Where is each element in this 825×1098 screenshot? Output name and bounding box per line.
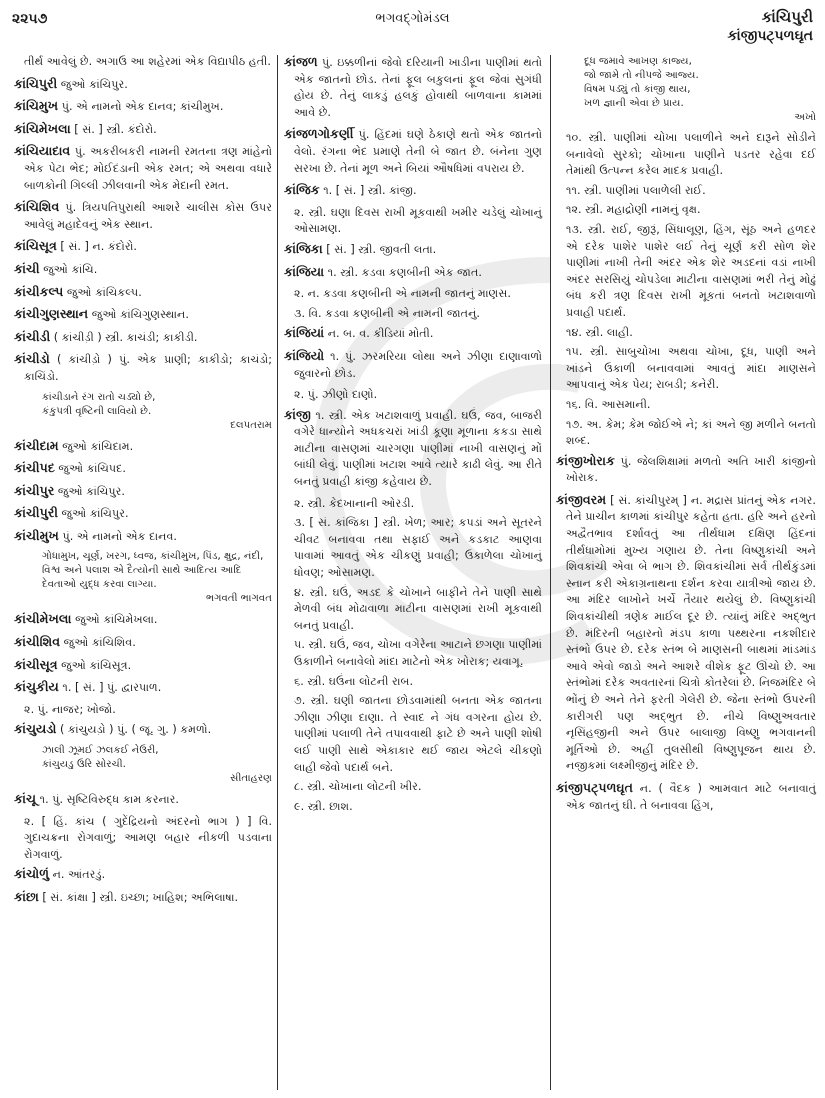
sub-sense: ૧૪. સ્ત્રી. લાહી. xyxy=(566,325,633,339)
definition-text: [ સં. ] સ્ત્રી. કંદોરો. xyxy=(70,122,157,136)
sub-sense: ૭. સ્ત્રી. ઘણી જાતના છોડવામાંથી બનતા એક જાતના ઝીણા ઝીણા દાણા. તે સ્વાદ ને ગંધ વગરના હોય છે. પાણીમાં પલાળી તેને તપાવવાથી ફાટે છે અને પાણી શોષી લઈ પાણી સાથે એકાકાર થઈ જાય એટલે ચીકણો લાહી જેવો પદાર્થ બને. xyxy=(294,694,542,774)
headword: કાંજિયાં xyxy=(284,325,325,341)
quotation xyxy=(42,744,272,786)
headword: કાંચીસૂત્ર xyxy=(14,656,58,672)
dictionary-entry xyxy=(284,348,542,382)
dictionary-entry xyxy=(14,679,272,697)
dictionary-entry xyxy=(14,143,272,194)
dictionary-entry xyxy=(14,460,272,478)
sub-sense: ૨. સ્ત્રી. કેદખાનાની ઓરડી. xyxy=(294,496,415,510)
column-2 xyxy=(284,54,542,818)
headword: કાંચીપુરી xyxy=(14,505,58,521)
headword: કાંચિમેખલા xyxy=(14,120,71,136)
headword: કાંચીપુર xyxy=(14,482,55,498)
quotation-line: ગોધામુખ, ચૂર્ણ, ખરગ, ધ્વજ, કાંચીમુખ, પિંડ, ક્ષુદ્ર, નંદી, વિશ્વ અને પલાશ એ દૈત્યોની સાથે આદિત્ય આદિ દેવતાઓ યુદ્ધ કરવા લાગ્યા. xyxy=(42,551,264,591)
sub-sense: ૨. [ હિં. કાંચ ( ગુદેંદ્રિયનો અંદરનો ભાગ ) ] વિ. ગુદાચક્રના રોગવાળું; આમણ બહાર નીકળી પડવાના રોગવાળું. xyxy=(24,814,272,861)
quotation-line: જો જામે તો નીપજે આજ્ય. xyxy=(584,70,699,81)
continued-text: તીર્થ આવેલું છે. અગાઉ આ શહેરમાં એક વિદ્યાપીઠ હતી. xyxy=(24,55,271,68)
definition-text: ( કાંચુયડ઼ો ) પું. ( જૂ. ગુ. ) કમળો. xyxy=(56,723,212,737)
headword: કાંચીમેખલા xyxy=(14,611,72,627)
dictionary-entry xyxy=(14,721,272,739)
headword: કાંચીદામ xyxy=(14,437,59,453)
dictionary-entry xyxy=(556,492,816,775)
headword: કાંજિયા xyxy=(284,263,325,279)
definition-text: ( કાંચીડ઼ો ) પું. એક પ્રાણી; કાકીડો; કાચંડો; કાચિંડો. xyxy=(24,353,272,383)
definition-text: પું. ત્રિયપતિપુરાથી આશરે ચાલીસ કોસ ઉપર આવેલું મહાદેવનું એક સ્થાન. xyxy=(24,201,272,231)
dictionary-entry xyxy=(284,126,542,177)
sub-sense: ૩. વિ. કડવા કણબીની એ નામની જાતનું. xyxy=(294,306,480,320)
quotation-line: કાંચુયડુ ઉરિ સોરચી. xyxy=(42,759,126,771)
sub-sense: ૧૬. વિ. આસમાની. xyxy=(566,397,651,411)
headword: કાંચુયડો xyxy=(14,721,57,737)
quotation-line: વિષમ પડ્યું તો કાંજી થાય, xyxy=(584,84,691,95)
definition-text: [ સં. ] ન. કંદોરો. xyxy=(56,240,137,254)
quotation xyxy=(584,55,816,125)
headword: કાંચીકલ્પ xyxy=(14,283,64,299)
sub-sense: ૨. સ્ત્રી. ઘણા દિવસ રાખી મૂકવાથી ખમીર ચડેલું ચોખાનું ઓસામણ. xyxy=(294,205,542,236)
definition-text: ૧. [ સં. ] પું. દ્વારપાળ. xyxy=(58,681,162,695)
column-3 xyxy=(556,54,816,819)
quotation-source: સીતાહરણ xyxy=(230,773,272,785)
sub-sense: ૬. સ્ત્રી. ઘઉંના લોટની રાબ. xyxy=(294,674,414,688)
dictionary-entry xyxy=(14,98,272,116)
sub-sense: ૨. પું. ઝીણો દાણો. xyxy=(294,388,378,402)
quotation-line: ઝાલી ઝૂમઈ ઝલકઈ નેઉરી, xyxy=(42,745,159,757)
headword: કાંચીડો xyxy=(14,351,50,367)
headword: કાંચૂ xyxy=(14,791,37,807)
definition-text: ૧. પું. ઝરમરિયા લોથા અને ઝીણા દાણાવાળો જુવારનો છોડ. xyxy=(294,349,542,380)
headword: કાંજિકા xyxy=(284,240,323,256)
definition-text: ૧. સ્ત્રી. કડવા કણબીની એક જાત. xyxy=(324,265,482,279)
quotation-source: અખો xyxy=(794,112,816,123)
dictionary-entry xyxy=(14,505,272,523)
definition-text: ( કાંચીડ઼ી ) સ્ત્રી. કાચંડી; કાકીડી. xyxy=(50,330,198,344)
definition-text: પું. હિંદમાં ઘણે ઠેકાણે થતો એક જાતનો વેલો. રંગના ભેદ પ્રમાણે તેની બે જાત છે. બંનેના ગુણ સરખા છે. તેનાં મૂળ અને બિયાં ઔષધિમાં વપરાય છે. xyxy=(294,128,542,175)
definition-text: પું. એ નામનો એક દાનવ. xyxy=(58,529,177,543)
quotation-source: દલપતરામ xyxy=(230,419,272,431)
headword: કાંચિશિવ xyxy=(14,199,60,215)
dictionary-entry xyxy=(14,438,272,456)
headword: કાંચીપદ xyxy=(14,460,55,476)
headword: કાંછા xyxy=(14,889,39,904)
dictionary-entry xyxy=(284,54,542,121)
quotation-line: દૂધ જમાવે આખણ કાજ્ય, xyxy=(584,56,692,67)
sub-sense: ૨. પું. નાજર; ખોજો. xyxy=(24,702,116,716)
headword: કાંચીમુખ xyxy=(14,527,59,543)
sub-sense: ૫. સ્ત્રી. ઘઉં, જવ, ચોખા વગેરેના આટાને છગણા પાણીમાં ઉકાળીને બનાવેલો માંદા માટેનો એક ખોરાક; યવાગૂ. xyxy=(294,638,542,668)
dictionary-entry xyxy=(14,611,272,629)
quotation-line: કાંચીડાને રંગ રાતો ચડ્યો છે, xyxy=(42,391,156,403)
definition-text: પું. એ નામનો એક દાનવ; કાંચીમુખ. xyxy=(58,100,224,114)
headword: કાંજળગોકર્ણી xyxy=(284,126,354,142)
dictionary-entry xyxy=(14,199,272,233)
definition-text: [ સં. ] સ્ત્રી. જીવતી લતા. xyxy=(322,242,437,256)
guide-word-last: કાંજીપટ્પળઘૃત xyxy=(727,28,813,44)
sub-sense: ૯. સ્ત્રી. છાશ. xyxy=(294,799,353,813)
quotation xyxy=(42,391,272,433)
headword: કાંજીવરમ xyxy=(556,491,607,507)
headword: કાંચીશિવ xyxy=(14,634,61,650)
definition-text: ૧. સ્ત્રી. એક ખટાશવાળું પ્રવાહી. ઘઉં, જવ, બાજરી વગેરે ધાન્યોને અધકચરાં ખાંડી કૂણા મૂળાના કકડા સાથે માટીના વાસણમાં ચારગણા પાણીમાં નાખી વાસણનું મોં બાંધી લેવું. પાણીમાં ખટાશ આવે ત્યારે કાઢી લેવું. આ રીતે બનતું પ્રવાહી કાંજી કહેવાય છે. xyxy=(294,408,542,489)
dictionary-entry xyxy=(284,241,542,259)
definition-text: જુઓ કાંચિ. xyxy=(39,262,98,276)
headword: કાંચિસૂત્ર xyxy=(14,238,57,254)
dictionary-entry xyxy=(14,238,272,256)
dictionary-entry xyxy=(284,407,542,491)
dictionary-entry xyxy=(14,261,272,279)
sub-sense: ૧૨. સ્ત્રી. મહાદ્રોણી નામનું વૃક્ષ. xyxy=(566,203,701,217)
dictionary-entry xyxy=(14,657,272,675)
definition-text: પું. અકરીબકરી નામની રમતના ત્રણ માંહેનો એક પેટા ભેદ; મોઈદંડાની એક રમત; એ અથવા વધારે બાળકોની ગિલ્લી ઝીલવાની એક મેદાની રમત. xyxy=(24,145,272,192)
definition-text: પું. ઇક્કળીનાં જેવો દરિયાની ખાડીના પાણીમાં થતો એક જાતનો છોડ. તેનાં ફૂલ બકુલનાં ફૂલ જેવાં સુગંધી હોય છે. તેનું લાકડું હલકું હોવાથી બાળવાના કામમાં આવે છે. xyxy=(294,56,542,119)
definition-text: જુઓ કાંચિપુર. xyxy=(54,484,125,498)
headword: કાંચી xyxy=(14,260,40,276)
definition-text: જુઓ કાંચિગુણસ્થાન. xyxy=(88,308,189,322)
sub-sense: ૮. સ્ત્રી. ચોખાના લોટની ખીર. xyxy=(294,780,422,794)
definition-text: જુઓ કાંચિપદ. xyxy=(54,462,126,476)
sub-sense: ૧૫. સ્ત્રી. સાબુચોખા અથવા ચોખા, દૂધ, પાણી અને ખાંડને ઉકાળી બનાવવામાં આવતું માંદા માણસને આપવાનું એક પેય; રાબડી; કનેરી. xyxy=(566,345,816,392)
definition-text: જુઓ કાંચિકલ્પ. xyxy=(63,285,142,299)
quotation-source: ભગવતી ભાગવત xyxy=(205,593,272,605)
definition-text: ન. ( વૈદક ) આમવાત માટે બનાવાતું એક જાતનું ઘી. તે બનાવવા હિંગ, xyxy=(566,781,816,812)
definition-text: [ સં. કાંક્ષા ] સ્ત્રી. ઇચ્છા; ખાહિશ; અભિલાષા. xyxy=(38,891,239,904)
dictionary-entry xyxy=(14,329,272,347)
dictionary-entry xyxy=(14,889,272,907)
guide-word-first: કાંચિપુરી xyxy=(761,8,813,26)
headword: કાંજી xyxy=(284,406,311,422)
column-1 xyxy=(14,54,272,912)
dictionary-entry xyxy=(14,483,272,501)
headword: કાંજીખોરાક xyxy=(556,452,615,468)
quotation xyxy=(42,550,272,606)
definition-text: જુઓ કાંચિમેખલા. xyxy=(71,613,158,627)
dictionary-entry xyxy=(14,791,272,809)
definition-text: ૧. [ સં. ] સ્ત્રી. કાંજી. xyxy=(319,184,417,198)
dictionary-entry xyxy=(14,306,272,324)
column-divider xyxy=(277,55,278,1090)
definition-text: પું. જેલશિક્ષામાં મળતો અતિ ખારી કાંજીનો ખોરાક. xyxy=(566,454,816,485)
dictionary-entry xyxy=(14,528,272,546)
headword: કાંચીડી xyxy=(14,328,51,344)
headword: કાંજળ xyxy=(284,54,318,69)
headword: કાંજિયો xyxy=(284,347,325,363)
headword: કાંચિમુખ xyxy=(14,98,59,114)
dictionary-entry xyxy=(14,634,272,652)
dictionary-entry xyxy=(14,351,272,385)
column-divider xyxy=(550,55,551,1090)
quotation-line: કંકુપત્રી વૃષ્ટિની લાવિયો છે. xyxy=(42,405,152,417)
sub-sense: ૩. [ સં. કાંજિકા ] સ્ત્રી. ખેળ; આર; કપડાં અને સૂતરને ચીવટ બનાવવા તથા સફાઈ અને કડકાટ આણવા પાવામાં આવતું એક ચીકણું પ્રવાહી; ઉકાળેલા ચોખાનું ધોવણ; ઓસામણ. xyxy=(294,516,542,580)
sub-sense: ૧૧. સ્ત્રી. પાણીમાં પલાળેલી રાઈ. xyxy=(566,183,706,197)
dictionary-entry xyxy=(556,453,816,487)
sub-sense: ૧૭. અ. કેમ; કેમ જોઈએ ને; કાં અને જી મળીને બનતો શબ્દ. xyxy=(566,417,816,448)
definition-text: ૧. પું. સૃષ્ટિવિરુદ્ધ કામ કરનાર. xyxy=(36,793,179,807)
headword: કાંચિપુરી xyxy=(14,75,58,91)
dictionary-entry xyxy=(556,780,816,814)
dictionary-entry xyxy=(14,866,272,884)
dictionary-entry xyxy=(284,325,542,343)
sub-sense: ૧૦. સ્ત્રી. પાણીમાં ચોખા પલાળીને અને દારૂને સોડીને બનાવેલો સુરકો; ચોખાના પાણીને પડતર રહેવા દઈ તેમાંથી ઉત્પન્ન કરેલ માદક પ્રવાહી. xyxy=(566,131,816,178)
dictionary-entry xyxy=(284,264,542,282)
dictionary-entry xyxy=(14,284,272,302)
headword: કાંજિક xyxy=(284,182,320,198)
headword: કાંચીગુણસ્થાન xyxy=(14,306,89,322)
dictionary-entry xyxy=(284,182,542,200)
headword: કાંજીપટ્પળઘૃત xyxy=(556,779,633,795)
sub-sense: ૨. ન. કડવા કણબીની એ નામની જાતનું માણસ. xyxy=(294,287,511,301)
dictionary-entry xyxy=(14,121,272,139)
definition-text: જુઓ કાંચિસૂત્ર. xyxy=(57,658,132,672)
definition-text: ન. આંતરડું. xyxy=(49,868,106,882)
headword: કાંચિયાદાવ xyxy=(14,143,71,159)
running-title: ભગવદ્ગોમંડલ xyxy=(375,11,450,26)
headword: કાંચોળું xyxy=(14,866,50,882)
sub-sense: ૧૩. સ્ત્રી. રાઈ, જીરૂં, સિંધાલૂણ, હિંગ, સૂંઠ અને હળદર એ દરેક પાશેર પાશેર લઈ તેનું ચૂર્ણ કરી સોળ શેર પાણીમાં નાખી તેની અંદર એક શેર અડદનાં વડાં નાખી અંદર સરસિયું ચોપડેલા માટીના વાસણમાં ભરી તેનું મોઢું બંધ કરી ત્રણ દિવસ રાખી મૂકતાં બનતો ખટાશવાળો પ્રવાહી પદાર્થ. xyxy=(566,222,816,319)
definition-text: જુઓ કાંચિદામ. xyxy=(58,439,134,453)
page-header xyxy=(0,0,825,54)
quotation-line: ખળ જ્ઞાની એવા છે પ્રાય. xyxy=(584,98,684,109)
definition-text: જુઓ કાંચિશિવ. xyxy=(60,636,136,650)
definition-text: ન. બ. વ. કીડિયાં મોતી. xyxy=(324,327,434,341)
definition-text: જુઓ કાંચિપુર. xyxy=(57,77,128,91)
page-number: ૨૨૫૭ xyxy=(12,11,48,27)
definition-text: [ સં. કાંચીપુરમ્ ] ન. મદ્રાસ પ્રાંતનું એક નગર. તેને પ્રાચીન કાળમાં કાંચીપુર કહેતા હતા. હરિ અને હરનો અદ્વૈતભાવ દર્શાવતું આ તીર્થધામ દક્ષિણ હિંદનાં તીર્થધામોમાં મુખ્ય ગણાય છે. તેના વિષ્ણુકાંચી અને શિવકાંચી એવા બે ભાગ છે. શિવકાંચીમાં સર્વ તીર્થકુંડમાં સ્નાન કરી એકાગ્રનાથના દર્શન કરવા યાત્રીઓ જાય છે. આ મંદિર લાખોને ખર્ચે તૈયાર થયેલું છે. વિષ્ણુકાંચી શિવકાંચીથી ત્રણેક માઈલ દૂર છે. ત્યાંનું મંદિર અદ્ભુત છે. મંદિરની બહારનો મંડપ કાળા પથ્થરના નકશીદાર સ્તંભો ઉપર છે. દરેક સ્તંભ બે માણસની બાથમાં માંડમાંડ આવે એવો જાડો અને આશરે વીશેક ફૂટ ઊંચો છે. આ સ્તંભોમાં દરેક અવતારનાં ચિત્રો કોતરેલાં છે. નિજમંદિર બે ભોંનું છે અને તેને ફરતી ગેલેરી છે. જેના સ્તંભો ઉપરની કારીગરી પણ અદ્ભુત છે. નીચે વિષ્ણુઅવતાર નૃસિંહજીની અને ઉપર બાલાજી વિષ્ણુ ભગવાનની મૂર્તિઓ છે. અહીં તુલસીથી વિષ્ણુપૂજન થાય છે. નજીકમાં લક્ષ્મીજીનું મંદિર છે. xyxy=(566,493,816,773)
dictionary-entry xyxy=(14,76,272,94)
sub-sense: ૪. સ્ત્રી. ઘઉં, અડદ કે ચોખાને બાફીને તેને પાણી સાથે મેળવી બંધ મોઢાવાળા માટીના વાસણમાં રાખી મૂકવાથી બનતું પ્રવાહી. xyxy=(294,585,542,632)
headword: કાંચુકીય xyxy=(14,679,59,695)
definition-text: જુઓ કાંચિપુર. xyxy=(57,507,129,521)
